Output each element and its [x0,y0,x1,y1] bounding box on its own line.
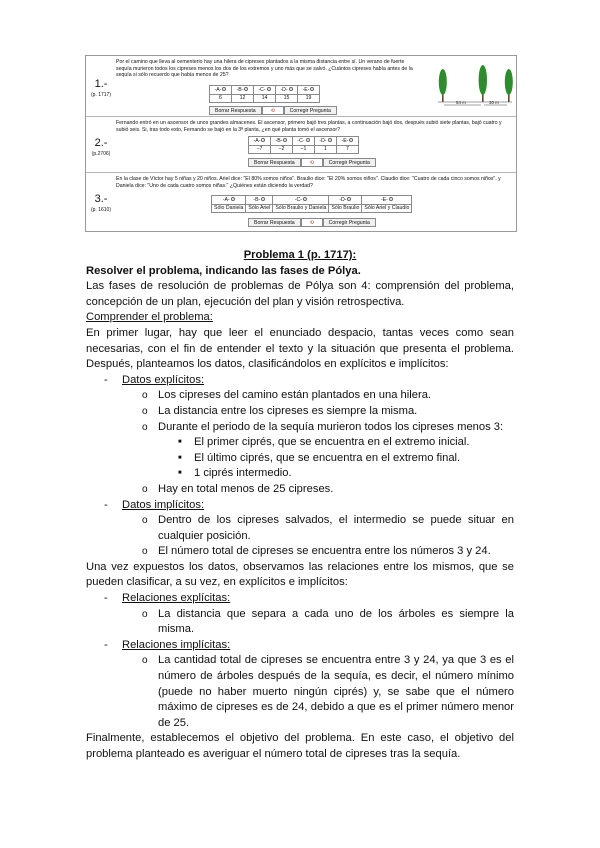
exercise-1-buttons [209,106,337,115]
intro-paragraph: Las fases de resolución de problemas de Pólya son 4: comprensión del problema, concepción de un plan, ejecución del plan y visión retrospectiva. [86,280,514,308]
option-c[interactable]: -C- [273,196,329,205]
understand-paragraph: En primer lugar, hay que leer el enunciado despacio, tantas veces como sean necesarias, con el fin de entender el texto y la situación que presenta el problema. Después, planteamos los datos, clasificándolos en explícitos e implícitos: [86,326,514,371]
list-item: o La distancia entre los cipreses es siempre la misma. [86,404,514,420]
radio-icon[interactable] [303,197,307,201]
clear-answer-button[interactable]: Borrar Respuesta [248,218,301,227]
final-paragraph: Finalmente, establecemos el objetivo del problema. En este caso, el objetivo del problema planteado es averiguar el número total de cipreses tras la sequía. [86,732,514,760]
option-e[interactable]: -E- [337,137,359,146]
option-c[interactable]: -C- [254,86,276,95]
option-a[interactable]: -A- [210,86,232,95]
page-title: Problema 1 (p. 1717): [243,249,357,261]
list-item: o La cantidad total de cipreses se encuentra entre 3 y 24, ya que 3 es el número de árboles después de la sequía, es decir, el número mínimo (puede no haber muerto ningún ciprés) y, se sabe que el número máximo de cipreses es de 24, debido a que es el primer número menor de 25. [86,653,514,731]
sub-list-item: ■ El último ciprés, que se encuentra en el extremo final. [86,451,514,467]
list-item: o El número total de cipreses se encuentra entre los números 3 y 24. [86,544,514,560]
option-e-value: 7 [337,145,359,154]
radio-icon[interactable] [231,197,235,201]
radio-icon[interactable] [347,197,351,201]
explicit-relations-item: - Relaciones explícitas: [86,591,514,607]
exercise-3 [86,173,517,232]
explicit-data-item: - Datos explícitos: [86,373,514,389]
radio-icon[interactable] [267,87,271,91]
exercise-3-options [211,195,412,213]
list-item: o La distancia que separa a cada uno de los árboles es siempre la misma. [86,607,514,638]
radio-icon[interactable] [244,87,248,91]
sub-list-item: ■ 1 ciprés intermedio. [86,466,514,482]
list-item: o Hay en total menos de 25 cipreses. [86,482,514,498]
option-d-value: 15 [276,94,298,103]
sub-list-item: ■ El primer ciprés, que se encuentra en el extremo inicial. [86,435,514,451]
option-a[interactable]: -A- [249,137,271,146]
option-d[interactable]: -D- [329,196,362,205]
exercise-1 [86,56,517,117]
task-heading: Resolver el problema, indicando las fases de Pólya. [86,264,361,277]
refresh-icon[interactable]: ⟲ [301,218,323,227]
option-c-value: 14 [254,94,276,103]
exercise-2-number: 2.- (p.2706) [91,137,111,157]
exercise-2 [86,117,517,173]
list-item: o Durante el periodo de la sequía murieron todos los cipreses menos 3: [86,420,514,436]
exercises-screenshot [85,55,517,232]
option-b-value: −2 [271,145,293,154]
option-e[interactable]: -E- [298,86,320,95]
radio-icon[interactable] [261,197,265,201]
option-d-value: 1 [315,145,337,154]
option-b[interactable]: -B- [271,137,293,146]
exercise-2-buttons [248,158,376,167]
cypress-trees-figure [436,58,514,108]
option-c-value: Sólo Braulio y Daniela [273,204,329,213]
understand-heading: Comprender el problema: [86,311,213,324]
radio-icon[interactable] [222,87,226,91]
option-d-value: Sólo Braulio [329,204,362,213]
document-body [86,248,514,763]
exercise-1-text: Por el camino que lleva al cementerio hay una hilera de cipreses plantados a la misma distancia entre sí. Un verano de fuerte sequía murieron todos los cipreses menos los dos de los extremos y uno más que se salvó. ¿Cuántos cipreses había antes de la sequía si sólo recuerdo que había menos de 25? [116,59,413,78]
option-a-value: Sólo Daniela [212,204,246,213]
distance-label-54: 54 m [456,100,466,105]
exercise-1-options [209,85,320,103]
radio-icon[interactable] [306,138,310,142]
option-a[interactable]: -A- [212,196,246,205]
distance-label-30: 30 m [489,100,499,105]
exercise-2-text: Fernando entró en un ascensor de unos grandes almacenes. El ascensor, primero bajó tres plantas, a continuación bajó dos, después subió siete plantas, bajó cuatro y subió seis. Si, tras todo esto, Fernando se bajó en la 3ª planta, ¿en qué planta tomó el ascensor? [116,120,502,133]
option-b-value: Sólo Ariel [246,204,273,213]
option-b-value: 12 [232,94,254,103]
refresh-icon[interactable]: ⟲ [301,158,323,167]
option-a-value: 6 [210,94,232,103]
option-d[interactable]: -D- [276,86,298,95]
option-c[interactable]: -C- [293,137,315,146]
option-e-value: Sólo Ariel y Claudio [362,204,412,213]
radio-icon[interactable] [289,87,293,91]
radio-icon[interactable] [349,138,353,142]
refresh-icon[interactable]: ⟲ [262,106,284,115]
clear-answer-button[interactable]: Borrar Respuesta [248,158,301,167]
check-question-button[interactable]: Corregir Pregunta [323,158,376,167]
exercise-1-number: 1.- (p. 1717) [90,78,111,98]
exercise-3-number: 3.- (p. 1610) [90,193,111,213]
option-b[interactable]: -B- [246,196,273,205]
implicit-data-item: - Datos implícitos: [86,498,514,514]
option-e-value: 19 [298,94,320,103]
list-item: o Los cipreses del camino están plantados en una hilera. [86,388,514,404]
radio-icon[interactable] [310,87,314,91]
exercise-2-options [248,136,359,154]
option-b[interactable]: -B- [232,86,254,95]
radio-icon[interactable] [283,138,287,142]
clear-answer-button[interactable]: Borrar Respuesta [209,106,262,115]
check-question-button[interactable]: Corregir Pregunta [323,218,376,227]
check-question-button[interactable]: Corregir Pregunta [284,106,337,115]
exercise-3-buttons [248,218,376,227]
option-e[interactable]: -E- [362,196,412,205]
implicit-relations-item: - Relaciones implícitas: [86,638,514,654]
radio-icon[interactable] [261,138,265,142]
option-d[interactable]: -D- [315,137,337,146]
radio-icon[interactable] [328,138,332,142]
option-c-value: −1 [293,145,315,154]
exercise-3-text: En la clase de Víctor hay 5 niñas y 20 niños. Ariel dice: "El 80% somos niños". Braulio dice: "El 20% somos niños". Claudio dice: "Cuatro de cada cinco somos niños". y Daniela dice: "Uno de cada cuatro somos niñas." ¿Quiénes están diciendo la verdad? [116,176,501,189]
radio-icon[interactable] [389,197,393,201]
relations-paragraph: Una vez expuestos los datos, observamos las relaciones entre los mismos, que se pueden clasificar, a su vez, en explícitos e implícitos: [86,560,514,589]
list-item: o Dentro de los cipreses salvados, el intermedio se puede situar en cualquier posición. [86,513,514,544]
option-a-value: −7 [249,145,271,154]
